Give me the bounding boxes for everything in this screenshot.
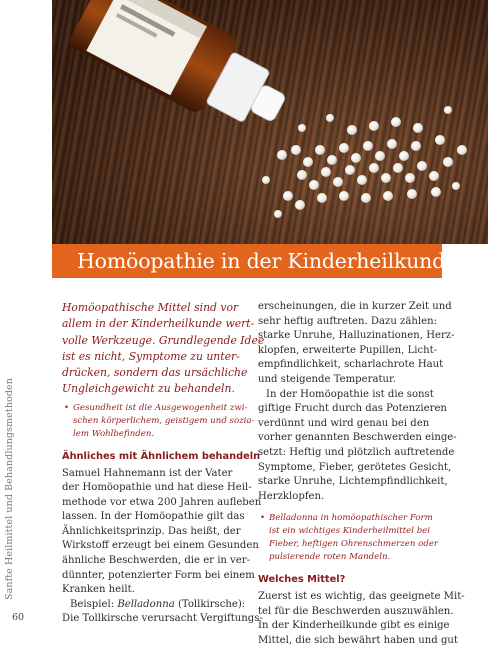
body-line: erscheinungen, die in kurzer Zeit und xyxy=(258,301,452,312)
body-line xyxy=(62,598,250,613)
body-line: und steigende Temperatur. xyxy=(258,373,396,385)
subheading: Welches Mittel? xyxy=(258,573,346,585)
body-line: Kranken heilt. xyxy=(62,584,135,596)
body-line: Mittel, die sich bewährt haben und gut xyxy=(258,634,458,646)
body-line: ähnliche Beschwerden, die er in ver- xyxy=(62,555,251,567)
callout-line: pulsierende roten Mandeln. xyxy=(269,552,391,563)
hero-photo xyxy=(52,0,488,244)
lead-paragraph xyxy=(62,300,265,398)
lead-line: ist es nicht, Symptome zu unter- xyxy=(62,349,240,363)
lead-line: drücken, sondern das ursächliche xyxy=(62,366,248,380)
chapter-sidebar-label: Sanfte Heilmittel und Behandlungsmethoden xyxy=(4,378,15,600)
callout-line: schen körperlichem, geistigem und sozia- xyxy=(73,415,255,426)
body-line: lassen. In der Homöopathie gilt das xyxy=(62,511,245,523)
right-column xyxy=(258,300,465,648)
callout-line: ist ein wichtiges Kinderheilmittel bei xyxy=(269,526,431,537)
callout-note xyxy=(258,512,444,564)
example-suffix: (Tollkirsche): xyxy=(174,598,246,610)
body-line: starke Unruhe, Lichtempfindlichkeit, xyxy=(258,476,448,488)
section-title: Homöopathie in der Kinderheilkunde xyxy=(77,249,458,273)
body-line: Zuerst ist es wichtig, das geeignete Mit- xyxy=(258,590,465,602)
example-remedy: Belladonna xyxy=(117,598,175,610)
lead-line: Homöopathische Mittel sind vor xyxy=(62,301,239,314)
body-line: vorher genannten Beschwerden einge- xyxy=(258,432,457,444)
body-paragraph xyxy=(258,300,457,504)
body-line: dünnter, potenzierter Form bei einem xyxy=(62,569,255,581)
bullet-icon: • xyxy=(260,513,266,524)
bullet-icon: • xyxy=(64,402,70,413)
callout-note xyxy=(62,402,255,441)
page-number: 60 xyxy=(12,612,25,623)
body-paragraph xyxy=(258,590,465,648)
lead-line: Ungleichgewicht zu behandeln. xyxy=(62,382,235,396)
body-line: methode vor etwa 200 Jahren aufleben xyxy=(62,496,262,508)
body-line: setzt: Heftig und plötzlich auftretende xyxy=(258,446,455,458)
section-banner xyxy=(52,244,458,278)
body-line: Samuel Hahnemann ist der Vater xyxy=(62,467,233,479)
body-line: Die Tollkirsche verursacht Vergiftungs- xyxy=(62,613,263,625)
callout-line: Fieber, heftigen Ohrenschmerzen oder xyxy=(269,539,439,550)
callout-line: Gesundheit ist die Ausgewogenheit zwi- xyxy=(73,402,248,413)
body-line: Wirkstoff erzeugt bei einem Gesunden xyxy=(62,540,259,552)
body-line: Ähnlichkeitsprinzip. Das heißt, der xyxy=(62,525,241,537)
body-line: klopfen, erweiterte Pupillen, Licht- xyxy=(258,344,438,356)
body-line: starke Unruhe, Halluzinationen, Herz- xyxy=(258,330,455,342)
callout-line: lem Wohlbefinden. xyxy=(73,428,155,439)
subheading: Ähnliches mit Ähnlichem behandeln xyxy=(62,450,261,462)
lead-line: allem in der Kinderheilkunde wert- xyxy=(62,317,255,331)
body-line: sehr heftig auftreten. Dazu zählen: xyxy=(258,315,437,327)
body-line: der Homöopathie und hat diese Heil- xyxy=(62,482,252,494)
body-line: verdünnt und wird genau bei den xyxy=(258,417,430,429)
body-line: In der Kinderheilkunde gibt es einige xyxy=(258,620,450,632)
bottle-and-globules-illustration xyxy=(52,0,488,244)
body-line: Herzklopfen. xyxy=(258,490,325,502)
left-column xyxy=(62,300,265,627)
body-line: empfindlichkeit, scharlachrote Haut xyxy=(258,359,444,371)
body-line: tel für die Beschwerden auszuwählen. xyxy=(258,605,454,617)
body-line: Symptome, Fieber, gerötetes Gesicht, xyxy=(258,461,452,473)
body-paragraph xyxy=(62,467,263,628)
body-line: giftige Frucht durch das Potenzieren xyxy=(258,403,447,415)
body-line: In der Homöopathie ist die sonst xyxy=(266,388,434,400)
diamond-bullet-icon xyxy=(62,257,69,264)
example-prefix: Beispiel: xyxy=(70,598,118,610)
callout-line: Belladonna in homöopathischer Form xyxy=(269,513,433,524)
lead-line: volle Werkzeuge. Grundlegende Idee xyxy=(62,333,265,347)
